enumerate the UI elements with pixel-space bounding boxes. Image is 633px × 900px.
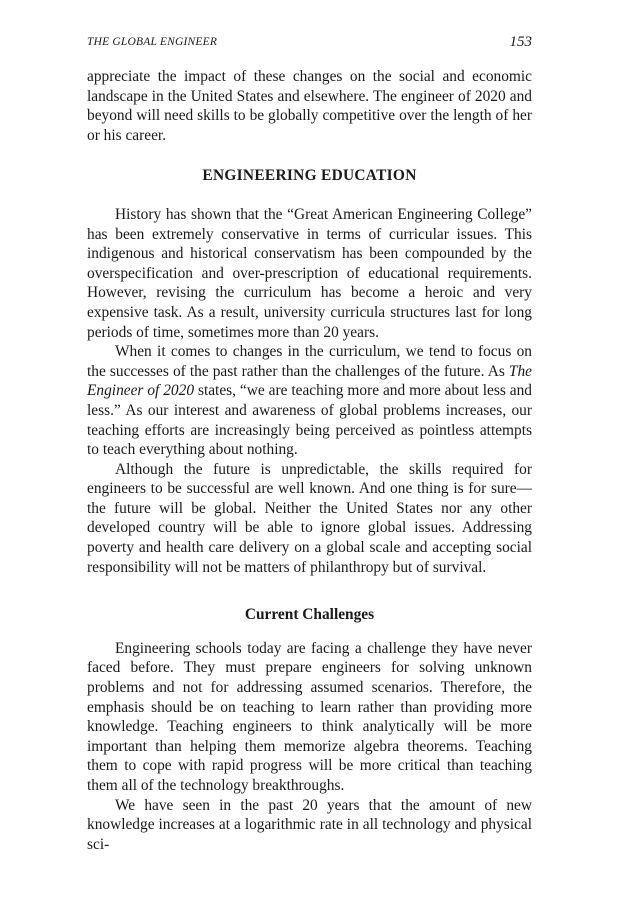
paragraph-text: states, “we are teaching more and more about less and less.” As our interest and awareness of global problems increases, our teaching efforts are increasingly being perceived as pointless attempts to teach everything about nothing. — [87, 382, 532, 459]
intro-paragraph: appreciate the impact of these changes on the social and economic landscape in the United States and elsewhere. The engineer of 2020 and beyond will need skills to be globally competitive over the length of her or his career. — [87, 68, 532, 144]
section-heading: ENGINEERING EDUCATION — [202, 167, 417, 185]
paragraph-future-global: Although the future is unpredictable, the skills required for engineers to be successful are well known. And one thing is for sure—the future will be global. Neither the United States nor any other developed country will be able to ignore global issues. Addressing poverty and health care delivery on a global scale and accepting social responsibility will not be matters of philanthropy but of survival. — [87, 460, 532, 576]
paragraph-challenges: Engineering schools today are facing a challenge they have never faced before. They must prepare engineers for solving unknown problems and not for addressing assumed scenarios. Therefore, the emphasis should be on teaching to learn rather than providing more knowledge. Teaching engineers to think analytically will be more important than helping them memorize algebra theorems. Teaching them to cope with rapid progress will be more critical than teaching them all of the technology breakthroughs. — [87, 639, 532, 794]
paragraph-text: When it comes to changes in the curriculum, we tend to focus on the successes of the past rather than the challenges of the future. As — [87, 343, 532, 380]
running-head: THE GLOBAL ENGINEER — [87, 36, 218, 48]
paragraph-curriculum-changes — [87, 342, 532, 460]
paragraph-history: History has shown that the “Great American Engineering College” has been extremely conservative in terms of curricular issues. This indigenous and historical conservatism has been compounded by the overspecification and over-prescription of educational requirements. However, revising the curriculum has become a heroic and very expensive task. As a result, university curricula structures last for long periods of time, sometimes more than 20 years. — [87, 205, 532, 341]
body-text — [87, 67, 532, 854]
page-number: 153 — [509, 34, 532, 50]
subsection-heading: Current Challenges — [244, 606, 375, 624]
paragraph-knowledge-growth: We have seen in the past 20 years that the amount of new knowledge increases at a logarithmic rate in all technology and physical sci- — [87, 796, 532, 853]
book-title: The Engineer of 2020 — [87, 362, 532, 400]
